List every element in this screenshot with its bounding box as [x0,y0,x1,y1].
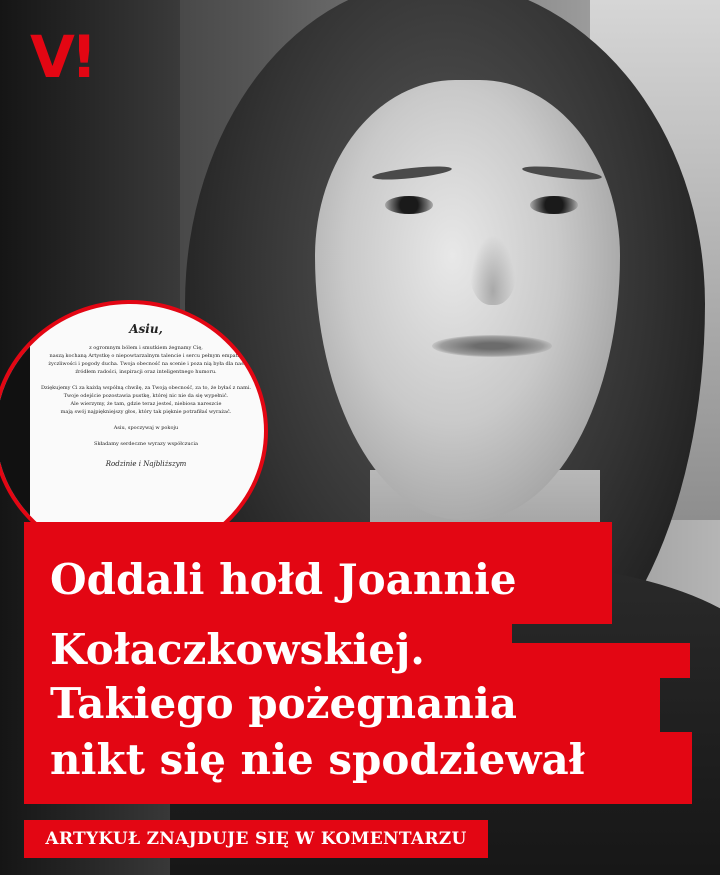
letter-line: życzliwości i pogody ducha. Twoja obecność na scenie i poza nią była dla nas [48,361,244,367]
letter-gap [36,376,256,384]
letter-line: naszą kochaną Artystkę o niepowtarzalnym talencie i sercu pełnym empatii, [49,353,243,359]
letter-line: Dziękujemy Ci za każdą wspólną chwilę, za Twoją obecność, za to, że byłaś z nami. [40,385,252,391]
headline-line-4: nikt się nie spodziewał [24,732,692,804]
letter-line: źródłem radości, inspiracji oraz inteligentnego humoru. [75,369,217,375]
letter-line: Ale wierzymy, że tam, gdzie teraz jesteś, niebiosa nareszcie [70,401,222,407]
brand-logo: V! [30,23,94,91]
letter-gap [36,416,256,424]
comment-cta-label: ARTYKUŁ ZNAJDUJE SIĘ W KOMENTARZU [24,820,488,858]
letter-signature: Rodzinie i Najbliższym [105,460,187,468]
letter-line: Składamy serdeczne wyrazy współczucia [94,441,198,447]
letter-gap [36,432,256,440]
letter-salutation: Asiu, [129,322,163,336]
headline-line-2: Kołaczkowskiej. [24,624,512,678]
photo-left-eye [385,196,433,214]
condolence-letter [36,322,256,468]
headline-accent-block [512,643,690,678]
photo-right-eye [530,196,578,214]
photo-nose [470,235,516,305]
letter-line: Asiu, spoczywaj w pokoju [113,425,179,431]
letter-line: Twoje odejście pozostawia pustkę, której nic nie da się wypełnić. [63,393,229,399]
inset-dark-edge [0,304,30,558]
letter-line: mają swój najpiękniejszy głos, który tak pięknie potrafiłaś wyrażać. [60,409,232,415]
letter-line: z ogromnym bólem i smutkiem żegnamy Cię, [89,345,203,351]
headline-line-1: Oddali hołd Joannie [24,522,612,624]
photo-mouth [432,335,552,357]
headline-line-3: Takiego pożegnania [24,678,660,732]
